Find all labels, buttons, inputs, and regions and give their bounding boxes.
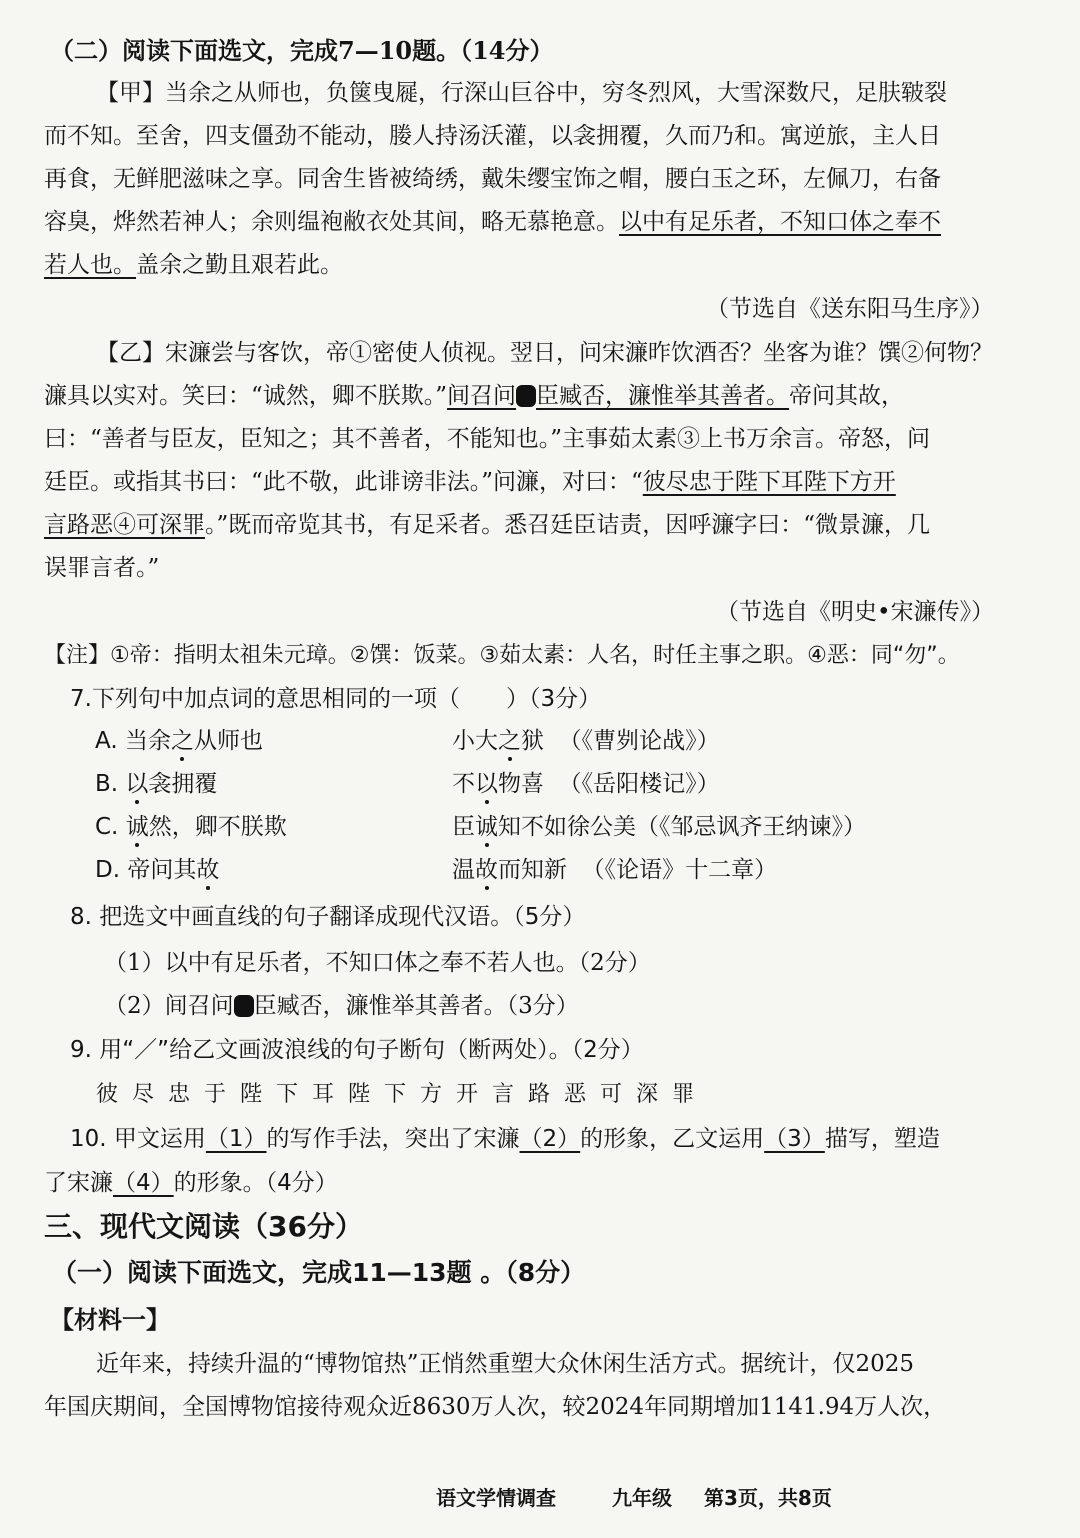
jia-line-3: 再食，无鲜肥滋味之享。同舍生皆被绮绣，戴朱缨宝饰之帽，腰白玉之环，左佩刀，右备 xyxy=(44,166,941,192)
option-letter: A. xyxy=(95,728,118,754)
jia-line-5-text: 盖余之勤且艰若此。 xyxy=(136,252,343,278)
yi-source: （节选自《明史•宋濂传》） xyxy=(716,599,995,625)
q10-text-e: 描写，塑造 xyxy=(824,1126,940,1152)
material1-label: 【材料一】 xyxy=(50,1306,170,1334)
q7-option-a xyxy=(95,726,263,756)
option-r-source: （《论语》十二章） xyxy=(581,857,778,883)
dotted-word: 故 xyxy=(196,857,220,883)
q8-sub-2-b: 臣臧否，濂惟举其善者。（3分） xyxy=(253,993,579,1019)
q8-sub-2 xyxy=(104,991,579,1021)
q7-option-b xyxy=(95,769,217,799)
part3-heading: 三、现代文阅读（36分） xyxy=(44,1210,363,1243)
dotted-word: 之 xyxy=(498,728,521,754)
q8-sub-2-a: （2）间召问 xyxy=(104,993,234,1019)
material1-line-1: 近年来，持续升温的“博物馆热”正悄然重塑大众休闲生活方式。据统计，仅2025 xyxy=(96,1351,915,1377)
option-letter: D. xyxy=(95,857,121,883)
yi-line-1: 【乙】宋濂尝与客饮，帝①密使人侦视。翌日，问宋濂昨饮酒否？坐客为谁？馔②何物？ xyxy=(96,340,993,366)
jia-line-5 xyxy=(44,250,343,280)
q7-stem: 7.下列句中加点词的意思相同的一项（ ）（3分） xyxy=(70,686,602,712)
yi-line-3: 曰：“善者与臣友，臣知之；其不善者，不能知也。”主事茹太素③上书万余言。帝怒，问 xyxy=(44,426,931,452)
option-pre: 帝问其 xyxy=(127,857,197,883)
jia-line-4-text: 容臭，烨然若神人；余则缊袍敝衣处其间，略无慕艳意。 xyxy=(44,209,619,235)
option-r-source: （《岳阳楼记》） xyxy=(558,771,720,797)
part2-heading: （二）阅读下面选文，完成7—10题。（14分） xyxy=(50,36,554,65)
option-r-source: （《邹忌讽齐王纳谏》） xyxy=(636,814,866,840)
option-r-pre: 臣 xyxy=(452,814,475,840)
jia-underlined-sentence-a: 以中有足乐者，不知口体之奉不 xyxy=(619,209,941,235)
q10-line-1 xyxy=(70,1124,940,1154)
q10-blank-3[interactable]: （3） xyxy=(764,1126,825,1152)
q7-option-d-right xyxy=(452,855,777,885)
yi-line-6: 误罪言者。” xyxy=(44,555,160,581)
q10-text-a: 10. 甲文运用 xyxy=(70,1126,206,1152)
q8-stem: 8. 把选文中画直线的句子翻译成现代汉语。（5分） xyxy=(70,904,586,930)
yi-line-2 xyxy=(44,381,904,411)
yi-underlined-sentence xyxy=(447,383,789,409)
option-r-pre: 小大 xyxy=(452,728,498,754)
dotted-word: 之 xyxy=(170,728,194,754)
q10-blank-1[interactable]: （1） xyxy=(205,1126,267,1152)
option-letter: C. xyxy=(95,814,119,840)
option-r-pre: 温 xyxy=(452,857,475,883)
option-letter: B. xyxy=(95,771,119,797)
q10-blank-4[interactable]: （4） xyxy=(113,1170,174,1196)
option-r-post: 而知新 xyxy=(498,857,567,883)
q9-stem: 9. 用“／”给乙文画波浪线的句子断句（断两处）。（2分） xyxy=(70,1037,644,1063)
option-post: 然，卿不朕欺 xyxy=(148,814,287,840)
dotted-word: 故 xyxy=(475,857,498,883)
material1-line-2: 年国庆期间，全国博物馆接待观众近8630万人次，较2024年同期增加1141.94万人次， xyxy=(44,1394,947,1420)
q10-text-c: 的写作手法，突出了宋濂 xyxy=(266,1126,520,1152)
ink-blot-icon xyxy=(234,995,254,1017)
option-r-post: 狱 xyxy=(521,728,544,754)
jia-line-4 xyxy=(44,207,941,237)
footer-exam-title: 语文学情调查 xyxy=(436,1486,556,1510)
option-post: 衾拥覆 xyxy=(148,771,218,797)
jia-line-2: 而不知。至舍，四支僵劲不能动，媵人持汤沃灌，以衾拥覆，久而乃和。寓逆旅，主人日 xyxy=(44,123,941,149)
q9-punctuation-chars: 彼尽忠于陛下耳陛下方开言路恶可深罪 xyxy=(96,1082,709,1107)
option-pre: 当余 xyxy=(124,728,171,754)
annotation-note: 【注】①帝：指明太祖朱元璋。②馔：饭菜。③茹太素：人名，时任主事之职。④恶：同“勿”。 xyxy=(44,643,960,668)
dotted-word: 诚 xyxy=(125,814,149,840)
dotted-word: 以 xyxy=(475,771,498,797)
dotted-word: 诚 xyxy=(475,814,498,840)
q10-text-d: 的形象，乙文运用 xyxy=(580,1126,765,1152)
yi-line-4 xyxy=(44,467,896,497)
option-r-source: （《曹刿论战》） xyxy=(558,728,720,754)
q7-option-c-right xyxy=(452,812,866,842)
yi-underlined-a: 间召问 xyxy=(447,383,517,409)
yi-line-2-text-a: 濂具以实对。笑曰：“诚然，卿不朕欺。” xyxy=(44,383,448,409)
footer-page-number: 第3页，共8页 xyxy=(704,1486,832,1510)
yi-underlined-b: 臣臧否，濂惟举其善者。 xyxy=(536,383,790,409)
q7-option-c xyxy=(95,812,287,842)
yi-line-4-text: 廷臣。或指其书曰：“此不敬，此诽谤非法。”问濂，对曰：“ xyxy=(44,469,643,495)
ink-blot-icon xyxy=(516,385,536,407)
option-r-pre: 不 xyxy=(452,771,475,797)
jia-source: （节选自《送东阳马生序》） xyxy=(706,296,994,322)
yi-line-5-text: 。”既而帝览其书，有足采者。悉召廷臣诘责，因呼濂字曰：“微景濂，几 xyxy=(205,512,931,538)
yi-line-2-text-b: 帝问其故， xyxy=(789,383,905,409)
dotted-word: 以 xyxy=(125,771,149,797)
q10-line-2 xyxy=(44,1168,338,1198)
option-post: 从师也 xyxy=(193,728,263,754)
q7-option-d xyxy=(95,855,219,885)
yi-wavy-sentence-a: 彼尽忠于陛下耳陛下方开 xyxy=(642,469,896,495)
jia-line-1: 【甲】当余之从师也，负箧曳屣，行深山巨谷中，穷冬烈风，大雪深数尺，足肤皲裂 xyxy=(96,80,947,106)
q8-sub-1: （1）以中有足乐者，不知口体之奉不若人也。（2分） xyxy=(104,950,651,976)
option-r-post: 物喜 xyxy=(498,771,544,797)
q10-blank-2[interactable]: （2） xyxy=(519,1126,581,1152)
jia-underlined-sentence-b: 若人也。 xyxy=(44,252,136,278)
footer-grade: 九年级 xyxy=(612,1486,672,1510)
q7-option-a-right xyxy=(452,726,720,756)
yi-wavy-sentence-b: 言路恶④可深罪 xyxy=(44,512,205,538)
q10-text-g: 的形象。（4分） xyxy=(173,1170,338,1196)
q7-option-b-right xyxy=(452,769,720,799)
part3-sub-heading: （一）阅读下面选文，完成11—13题 。（8分） xyxy=(52,1258,586,1287)
yi-line-5 xyxy=(44,510,930,540)
q10-text-f: 了宋濂 xyxy=(44,1170,113,1196)
option-r-post: 知不如徐公美 xyxy=(498,814,636,840)
